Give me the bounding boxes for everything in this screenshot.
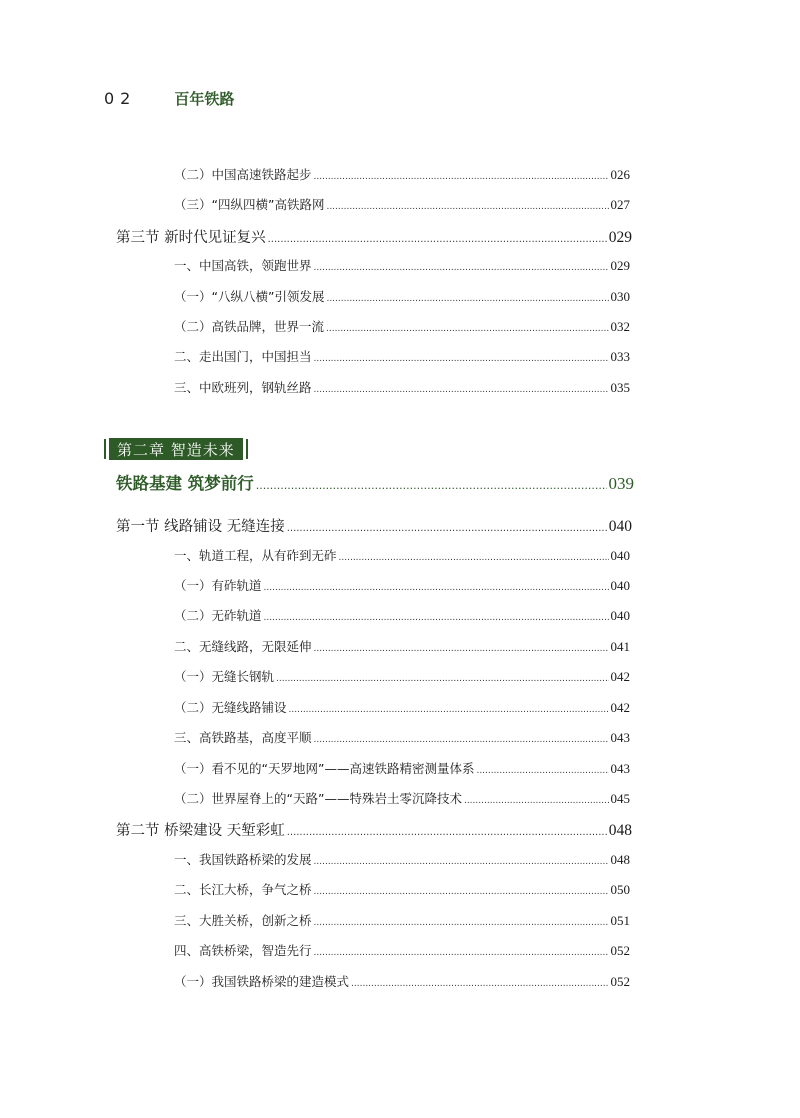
dot-leader [289, 705, 609, 715]
dot-leader [314, 385, 609, 395]
dot-leader [314, 172, 609, 182]
toc-section-entry[interactable] [116, 515, 632, 537]
dot-leader [264, 583, 609, 593]
running-head [104, 88, 234, 109]
toc-entry-page: 027 [610, 197, 630, 212]
dot-leader [276, 674, 608, 684]
toc-part-entry[interactable] [116, 470, 634, 494]
toc-entry-page: 029 [610, 258, 630, 273]
chapter-title: 第二章 智造未来 [109, 438, 243, 460]
toc-entry[interactable] [174, 941, 630, 961]
dot-leader [326, 324, 608, 334]
toc-entry-label: （一）我国铁路桥梁的建造模式 [174, 974, 350, 989]
toc-entry[interactable] [174, 378, 630, 398]
dot-leader [314, 735, 609, 745]
toc-entry-label: 第一节 线路铺设 无缝连接 [116, 519, 285, 535]
toc-entry-label: （一）看不见的“天罗地网”——高速铁路精密测量体系 [174, 761, 475, 776]
toc-entry-label: 第二节 桥梁建设 天堑彩虹 [116, 823, 285, 839]
toc-entry-page: 041 [610, 639, 630, 654]
toc-entry[interactable] [174, 728, 630, 748]
toc-entry-label: 三、中欧班列，钢轨丝路 [174, 380, 312, 395]
toc-entry-page: 048 [608, 822, 632, 839]
banner-bar [104, 439, 106, 459]
toc-entry-label: （二）无缝线路铺设 [174, 700, 287, 715]
toc-entry-label: 第三节 新时代见证复兴 [116, 230, 266, 246]
dot-leader [287, 827, 607, 838]
dot-leader [326, 294, 608, 304]
toc-entry-page: 043 [610, 730, 630, 745]
toc-entry[interactable] [174, 606, 630, 626]
toc-entry-label: 三、大胜关桥，创新之桥 [174, 913, 312, 928]
toc-section-entry[interactable] [116, 819, 632, 841]
dot-leader [314, 644, 609, 654]
toc-entry-page: 051 [610, 913, 630, 928]
toc-entry[interactable] [174, 256, 630, 276]
dot-leader [314, 918, 609, 928]
toc-entry-label: （二）高铁品牌，世界一流 [174, 319, 325, 334]
dot-leader [264, 613, 609, 623]
toc-entry-page: 040 [610, 548, 630, 563]
dot-leader [256, 479, 607, 492]
toc-entry-label: 一、中国高铁，领跑世界 [174, 258, 312, 273]
dot-leader [314, 948, 609, 958]
toc-entry[interactable] [174, 759, 630, 779]
toc-entry[interactable] [174, 165, 630, 185]
toc-entry-page: 043 [610, 761, 630, 776]
toc-entry-label: 铁路基建 筑梦前行 [116, 474, 254, 493]
toc-entry-page: 040 [610, 608, 630, 623]
toc-entry-label: 三、高铁路基，高度平顺 [174, 730, 312, 745]
toc-entry-label: （一）“八纵八横”引领发展 [174, 289, 325, 304]
toc-entry-label: 二、长江大桥，争气之桥 [174, 882, 312, 897]
page-number: 02 [104, 89, 137, 108]
toc-entry-label: （二）无砟轨道 [174, 608, 262, 623]
toc-entry[interactable] [174, 880, 630, 900]
dot-leader [314, 263, 609, 273]
toc-entry-page: 052 [610, 943, 630, 958]
toc-entry[interactable] [174, 195, 630, 215]
dot-leader [464, 796, 609, 806]
toc-entry-label: （二）中国高速铁路起步 [174, 167, 312, 182]
dot-leader [339, 553, 609, 563]
toc-entry-page: 030 [610, 289, 630, 304]
toc-entry-label: （一）无缝长钢轨 [174, 669, 275, 684]
toc-entry[interactable] [174, 972, 630, 992]
toc-entry[interactable] [174, 667, 630, 687]
book-title: 百年铁路 [174, 90, 235, 108]
dot-leader [287, 523, 607, 534]
dot-leader [351, 979, 608, 989]
chapter-banner[interactable] [104, 438, 248, 460]
dot-leader [314, 857, 609, 867]
toc-entry-label: 四、高铁桥梁，智造先行 [174, 943, 312, 958]
toc-entry[interactable] [174, 317, 630, 337]
dot-leader [268, 234, 607, 245]
toc-entry-page: 040 [608, 518, 632, 535]
toc-entry[interactable] [174, 576, 630, 596]
toc-entry-page: 039 [608, 474, 634, 493]
dot-leader [314, 354, 609, 364]
banner-bar [246, 439, 248, 459]
toc-entry[interactable] [174, 911, 630, 931]
toc-entry-page: 026 [610, 167, 630, 182]
toc-entry-page: 050 [610, 882, 630, 897]
toc-entry-label: 二、无缝线路，无限延伸 [174, 639, 312, 654]
toc-entry-page: 035 [610, 380, 630, 395]
toc-entry-label: （二）世界屋脊上的“天路”——特殊岩土零沉降技术 [174, 791, 462, 806]
toc-entry-page: 042 [610, 700, 630, 715]
toc-entry-page: 032 [610, 319, 630, 334]
toc-entry-page: 052 [610, 974, 630, 989]
toc-entry-page: 040 [610, 578, 630, 593]
toc-entry-label: 二、走出国门，中国担当 [174, 349, 312, 364]
toc-entry-page: 048 [610, 852, 630, 867]
toc-entry[interactable] [174, 637, 630, 657]
toc-entry[interactable] [174, 789, 630, 809]
toc-section-entry[interactable] [116, 226, 632, 248]
toc-entry-label: 一、轨道工程，从有砟到无砟 [174, 548, 337, 563]
dot-leader [314, 887, 609, 897]
toc-entry-page: 033 [610, 349, 630, 364]
toc-entry-page: 029 [608, 229, 632, 246]
toc-entry[interactable] [174, 347, 630, 367]
toc-entry-label: 一、我国铁路桥梁的发展 [174, 852, 312, 867]
dot-leader [326, 202, 608, 212]
toc-entry[interactable] [174, 546, 630, 566]
toc-entry-label: （一）有砟轨道 [174, 578, 262, 593]
toc-entry-page: 042 [610, 669, 630, 684]
toc-entry-page: 045 [610, 791, 630, 806]
toc-entry[interactable] [174, 287, 630, 307]
toc-entry[interactable] [174, 698, 630, 718]
toc-entry[interactable] [174, 850, 630, 870]
dot-leader [476, 766, 608, 776]
toc-entry-label: （三）“四纵四横”高铁路网 [174, 197, 325, 212]
